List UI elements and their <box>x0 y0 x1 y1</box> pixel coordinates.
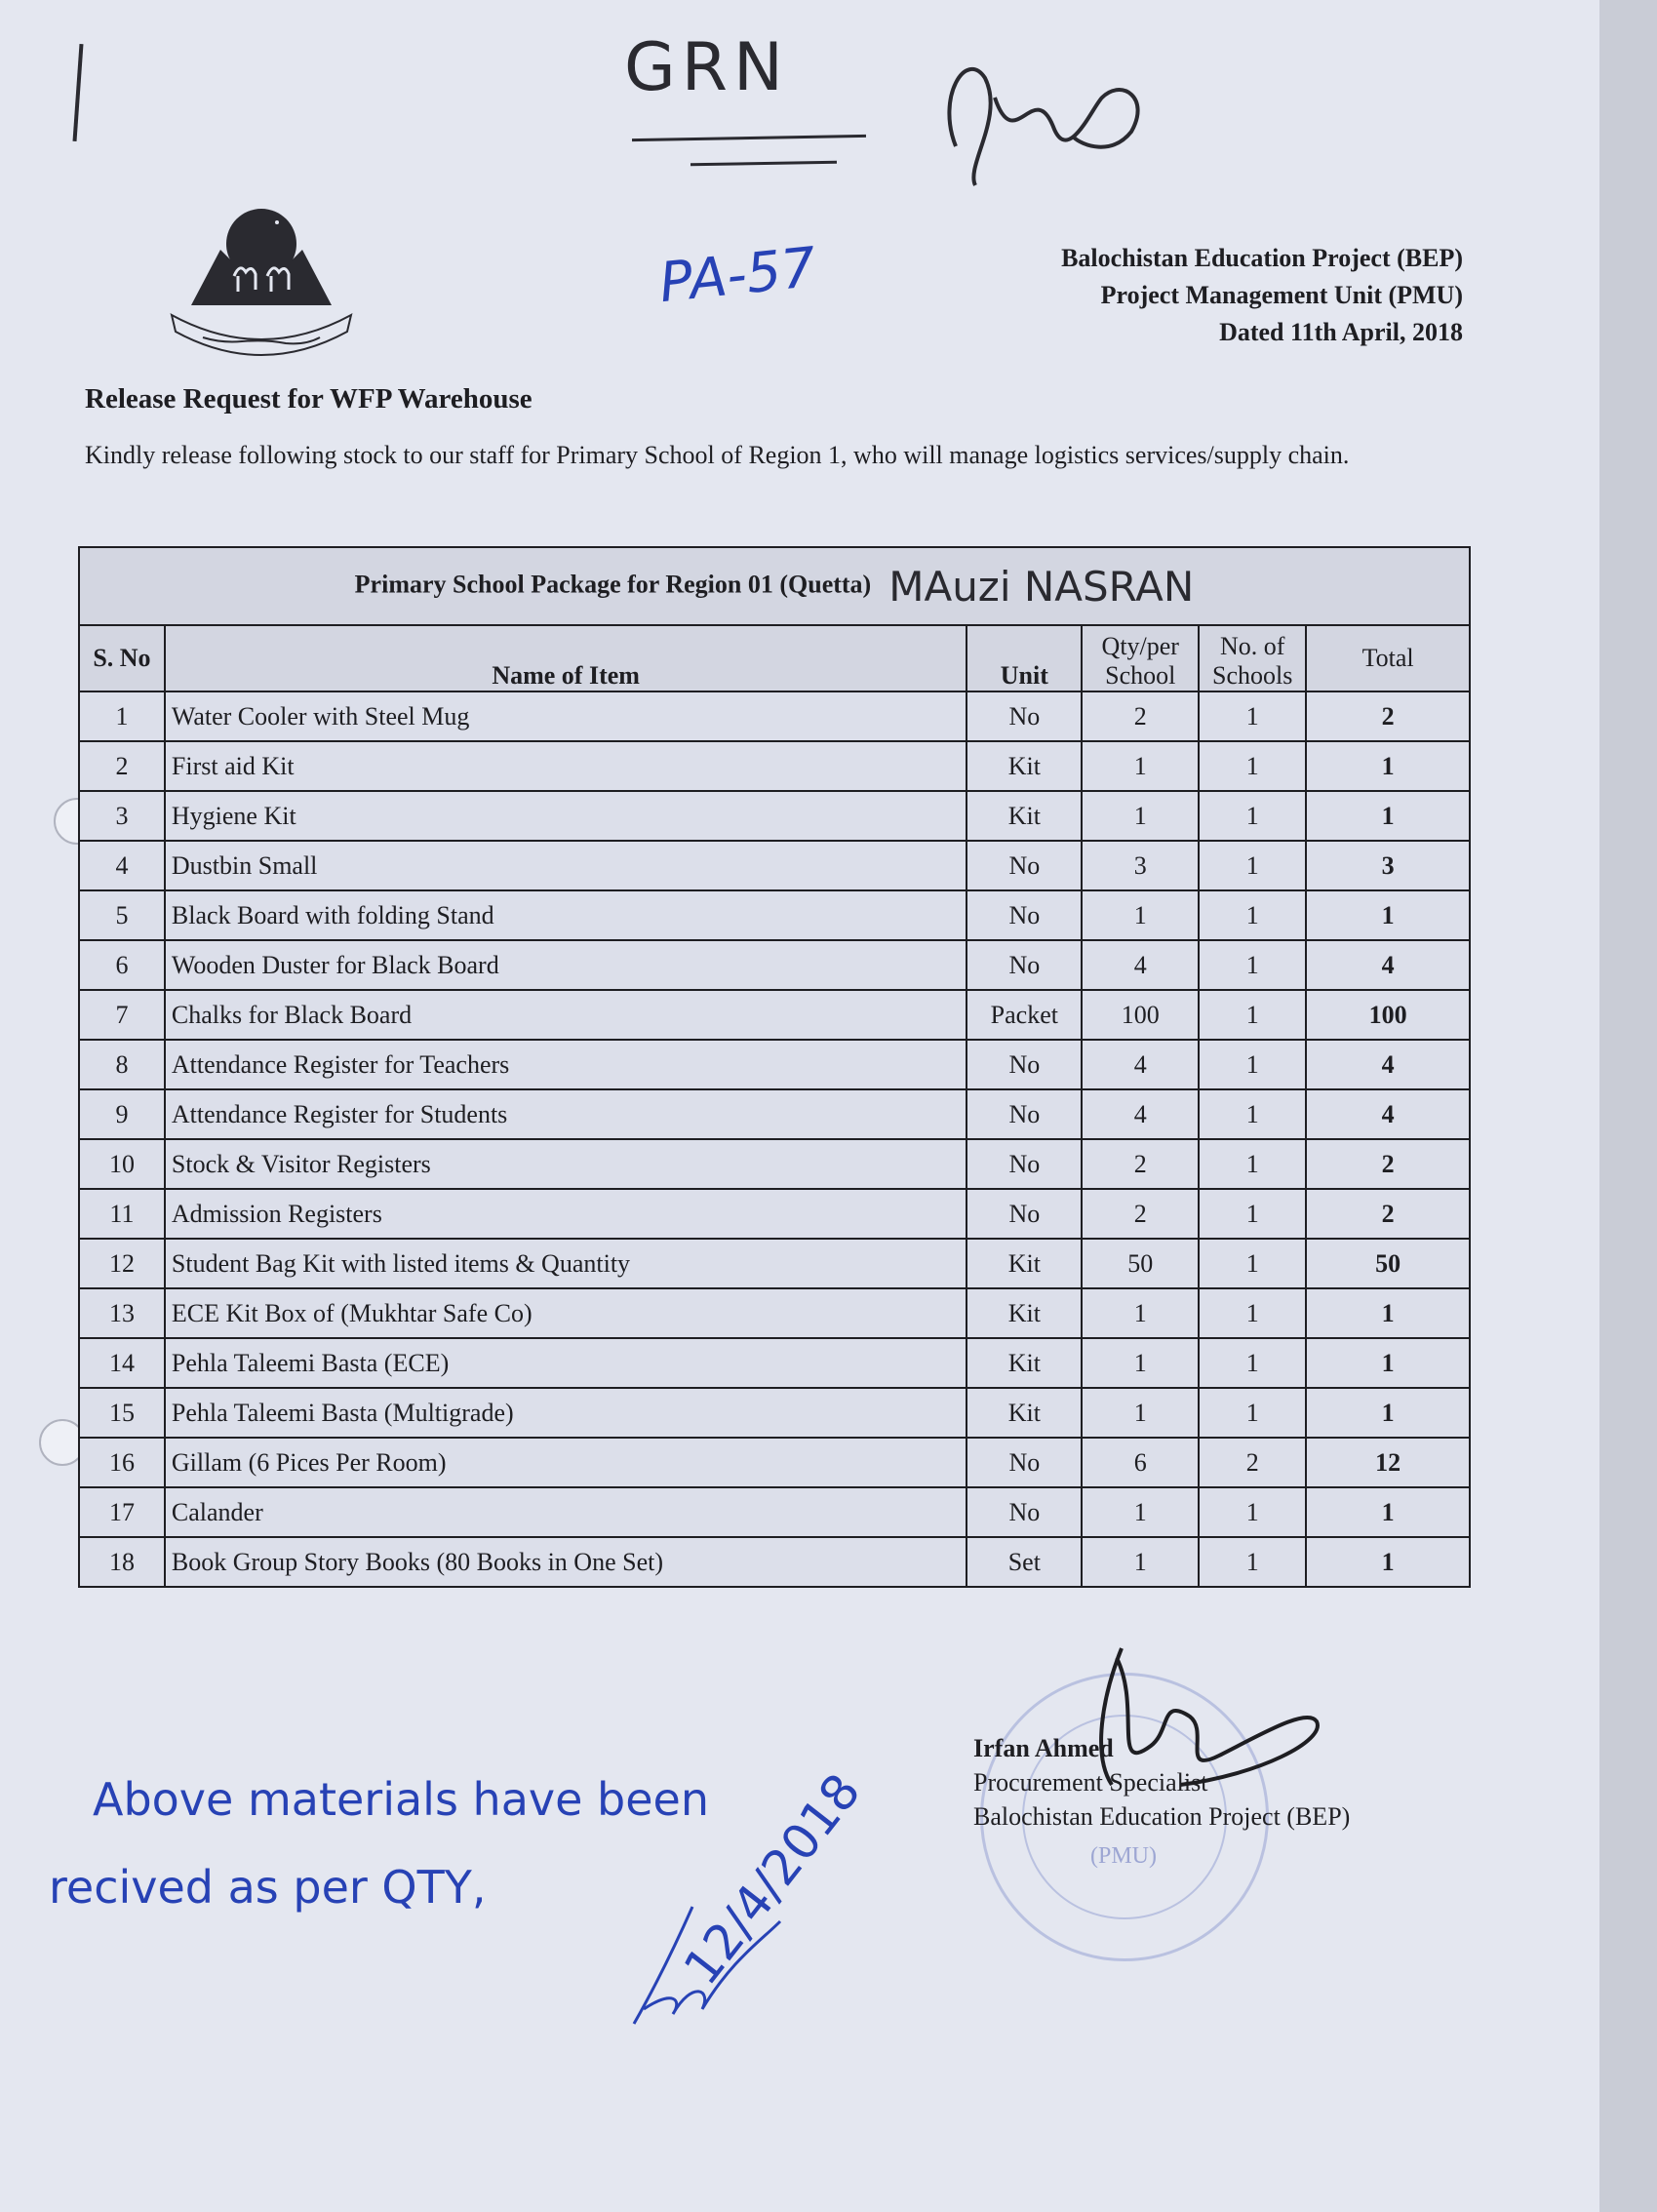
cell-total: 50 <box>1306 1239 1470 1288</box>
cell-total: 1 <box>1306 791 1470 841</box>
signatory-name: Irfan Ahmed <box>973 1734 1114 1762</box>
cell-qty: 4 <box>1082 940 1199 990</box>
cell-item: ECE Kit Box of (Mukhtar Safe Co) <box>165 1288 967 1338</box>
table-row <box>79 990 1470 1040</box>
cell-total: 12 <box>1306 1438 1470 1487</box>
cell-qty: 4 <box>1082 1040 1199 1089</box>
cell-total: 4 <box>1306 1089 1470 1139</box>
cell-unit: No <box>967 841 1082 890</box>
cell-qty: 2 <box>1082 691 1199 741</box>
cell-schools: 1 <box>1199 691 1306 741</box>
cell-unit: No <box>967 1189 1082 1239</box>
cell-unit: No <box>967 890 1082 940</box>
cell-unit: No <box>967 1438 1082 1487</box>
column-header-schools: No. of Schools <box>1199 625 1306 691</box>
table-row <box>79 1239 1470 1288</box>
cell-unit: No <box>967 691 1082 741</box>
cell-item: Pehla Taleemi Basta (Multigrade) <box>165 1388 967 1438</box>
cell-unit: No <box>967 1089 1082 1139</box>
cell-schools: 1 <box>1199 741 1306 791</box>
cell-qty: 1 <box>1082 1537 1199 1587</box>
table-row <box>79 1487 1470 1537</box>
cell-schools: 1 <box>1199 990 1306 1040</box>
cell-sno: 13 <box>79 1288 165 1338</box>
cell-total: 1 <box>1306 741 1470 791</box>
org-header <box>1061 240 1463 351</box>
received-note-line2: recived as per QTY, <box>49 1861 487 1914</box>
table-row <box>79 1438 1470 1487</box>
cell-item: Book Group Story Books (80 Books in One Set) <box>165 1537 967 1587</box>
cell-unit: No <box>967 940 1082 990</box>
column-header-sno: S. No <box>79 625 165 691</box>
cell-unit: Kit <box>967 1239 1082 1288</box>
cell-schools: 1 <box>1199 1189 1306 1239</box>
table-row <box>79 1040 1470 1089</box>
cell-schools: 1 <box>1199 1139 1306 1189</box>
cell-schools: 1 <box>1199 841 1306 890</box>
cell-schools: 1 <box>1199 791 1306 841</box>
cell-sno: 14 <box>79 1338 165 1388</box>
cell-total: 3 <box>1306 841 1470 890</box>
pa-reference: PA-57 <box>656 235 819 316</box>
document-title: Release Request for WFP Warehouse <box>85 383 533 415</box>
column-header-total: Total <box>1306 625 1470 691</box>
cell-item: Attendance Register for Teachers <box>165 1040 967 1089</box>
cell-sno: 9 <box>79 1089 165 1139</box>
table-row <box>79 791 1470 841</box>
cell-qty: 1 <box>1082 741 1199 791</box>
table-row <box>79 1089 1470 1139</box>
signatory-org: Balochistan Education Project (BEP) <box>973 1802 1351 1831</box>
column-header-item: Name of Item <box>165 625 967 691</box>
cell-unit: Kit <box>967 1388 1082 1438</box>
cell-sno: 10 <box>79 1139 165 1189</box>
cell-unit: No <box>967 1139 1082 1189</box>
cell-qty: 4 <box>1082 1089 1199 1139</box>
government-logo <box>164 193 359 359</box>
cell-sno: 15 <box>79 1388 165 1438</box>
cell-total: 2 <box>1306 1189 1470 1239</box>
table-row <box>79 1388 1470 1438</box>
cell-item: Black Board with folding Stand <box>165 890 967 940</box>
cell-schools: 1 <box>1199 1089 1306 1139</box>
received-date: 12/4/2018 <box>673 1762 872 1995</box>
table-row <box>79 1338 1470 1388</box>
cell-qty: 1 <box>1082 1288 1199 1338</box>
cell-item: Admission Registers <box>165 1189 967 1239</box>
cell-item: Hygiene Kit <box>165 791 967 841</box>
org-name: Balochistan Education Project (BEP) <box>1061 244 1463 272</box>
cell-sno: 6 <box>79 940 165 990</box>
cell-sno: 4 <box>79 841 165 890</box>
cell-unit: No <box>967 1487 1082 1537</box>
cell-item: First aid Kit <box>165 741 967 791</box>
cell-sno: 18 <box>79 1537 165 1587</box>
intro-text: Kindly release following stock to our staff for Primary School of Region 1, who will manage logistics services/supply chain. <box>85 441 1350 469</box>
stamp-text: (PMU) <box>1090 1843 1158 1869</box>
cell-sno: 12 <box>79 1239 165 1288</box>
cell-item: Pehla Taleemi Basta (ECE) <box>165 1338 967 1388</box>
cell-qty: 6 <box>1082 1438 1199 1487</box>
cell-item: Stock & Visitor Registers <box>165 1139 967 1189</box>
cell-item: Dustbin Small <box>165 841 967 890</box>
cell-total: 1 <box>1306 1487 1470 1537</box>
cell-item: Chalks for Black Board <box>165 990 967 1040</box>
cell-sno: 11 <box>79 1189 165 1239</box>
table-row <box>79 1189 1470 1239</box>
table-row <box>79 1288 1470 1338</box>
cell-total: 2 <box>1306 691 1470 741</box>
cell-unit: Kit <box>967 1338 1082 1388</box>
cell-qty: 1 <box>1082 1487 1199 1537</box>
cell-sno: 7 <box>79 990 165 1040</box>
cell-schools: 1 <box>1199 890 1306 940</box>
cell-qty: 2 <box>1082 1189 1199 1239</box>
cell-total: 1 <box>1306 1537 1470 1587</box>
table-row <box>79 691 1470 741</box>
cell-qty: 50 <box>1082 1239 1199 1288</box>
cell-qty: 1 <box>1082 890 1199 940</box>
cell-total: 4 <box>1306 940 1470 990</box>
document-date: Dated 11th April, 2018 <box>1219 318 1463 346</box>
cell-schools: 1 <box>1199 1388 1306 1438</box>
cell-item: Student Bag Kit with listed items & Quantity <box>165 1239 967 1288</box>
cell-sno: 2 <box>79 741 165 791</box>
cell-sno: 16 <box>79 1438 165 1487</box>
cell-qty: 1 <box>1082 1338 1199 1388</box>
cell-schools: 1 <box>1199 1040 1306 1089</box>
cell-total: 1 <box>1306 890 1470 940</box>
package-handwritten-name: MAuzi NASRAN <box>888 562 1195 611</box>
cell-item: Water Cooler with Steel Mug <box>165 691 967 741</box>
package-caption-text: Primary School Package for Region 01 (Quetta) <box>354 569 872 598</box>
cell-sno: 3 <box>79 791 165 841</box>
cell-schools: 1 <box>1199 1537 1306 1587</box>
table-row <box>79 890 1470 940</box>
cell-item: Wooden Duster for Black Board <box>165 940 967 990</box>
cell-unit: Set <box>967 1537 1082 1587</box>
cell-qty: 1 <box>1082 791 1199 841</box>
cell-total: 1 <box>1306 1288 1470 1338</box>
received-note-line1: Above materials have been <box>93 1773 709 1826</box>
items-table <box>78 546 1471 1588</box>
cell-unit: Packet <box>967 990 1082 1040</box>
page-edge <box>1599 0 1657 2212</box>
cell-unit: Kit <box>967 1288 1082 1338</box>
unit-name: Project Management Unit (PMU) <box>1100 281 1463 309</box>
signatory-title: Procurement Specialist <box>973 1768 1208 1797</box>
cell-total: 1 <box>1306 1388 1470 1438</box>
signatory-block <box>973 1731 1350 1834</box>
cell-qty: 1 <box>1082 1388 1199 1438</box>
cell-sno: 5 <box>79 890 165 940</box>
table-row <box>79 741 1470 791</box>
table-row <box>79 1537 1470 1587</box>
handwritten-initials <box>927 39 1170 195</box>
cell-unit: No <box>967 1040 1082 1089</box>
package-caption <box>79 547 1470 625</box>
cell-schools: 1 <box>1199 1288 1306 1338</box>
cell-qty: 3 <box>1082 841 1199 890</box>
column-header-qty: Qty/per School <box>1082 625 1199 691</box>
cell-item: Gillam (6 Pices Per Room) <box>165 1438 967 1487</box>
cell-schools: 1 <box>1199 940 1306 990</box>
cell-item: Attendance Register for Students <box>165 1089 967 1139</box>
column-header-unit: Unit <box>967 625 1082 691</box>
cell-schools: 2 <box>1199 1438 1306 1487</box>
cell-total: 4 <box>1306 1040 1470 1089</box>
table-row <box>79 940 1470 990</box>
cell-schools: 1 <box>1199 1239 1306 1288</box>
cell-sno: 1 <box>79 691 165 741</box>
cell-total: 2 <box>1306 1139 1470 1189</box>
cell-qty: 2 <box>1082 1139 1199 1189</box>
grn-annotation: GRN <box>624 29 789 106</box>
cell-unit: Kit <box>967 741 1082 791</box>
cell-sno: 17 <box>79 1487 165 1537</box>
cell-total: 100 <box>1306 990 1470 1040</box>
cell-unit: Kit <box>967 791 1082 841</box>
cell-item: Calander <box>165 1487 967 1537</box>
cell-sno: 8 <box>79 1040 165 1089</box>
cell-schools: 1 <box>1199 1487 1306 1537</box>
cell-total: 1 <box>1306 1338 1470 1388</box>
cell-qty: 100 <box>1082 990 1199 1040</box>
table-row <box>79 841 1470 890</box>
cell-schools: 1 <box>1199 1338 1306 1388</box>
table-row <box>79 1139 1470 1189</box>
